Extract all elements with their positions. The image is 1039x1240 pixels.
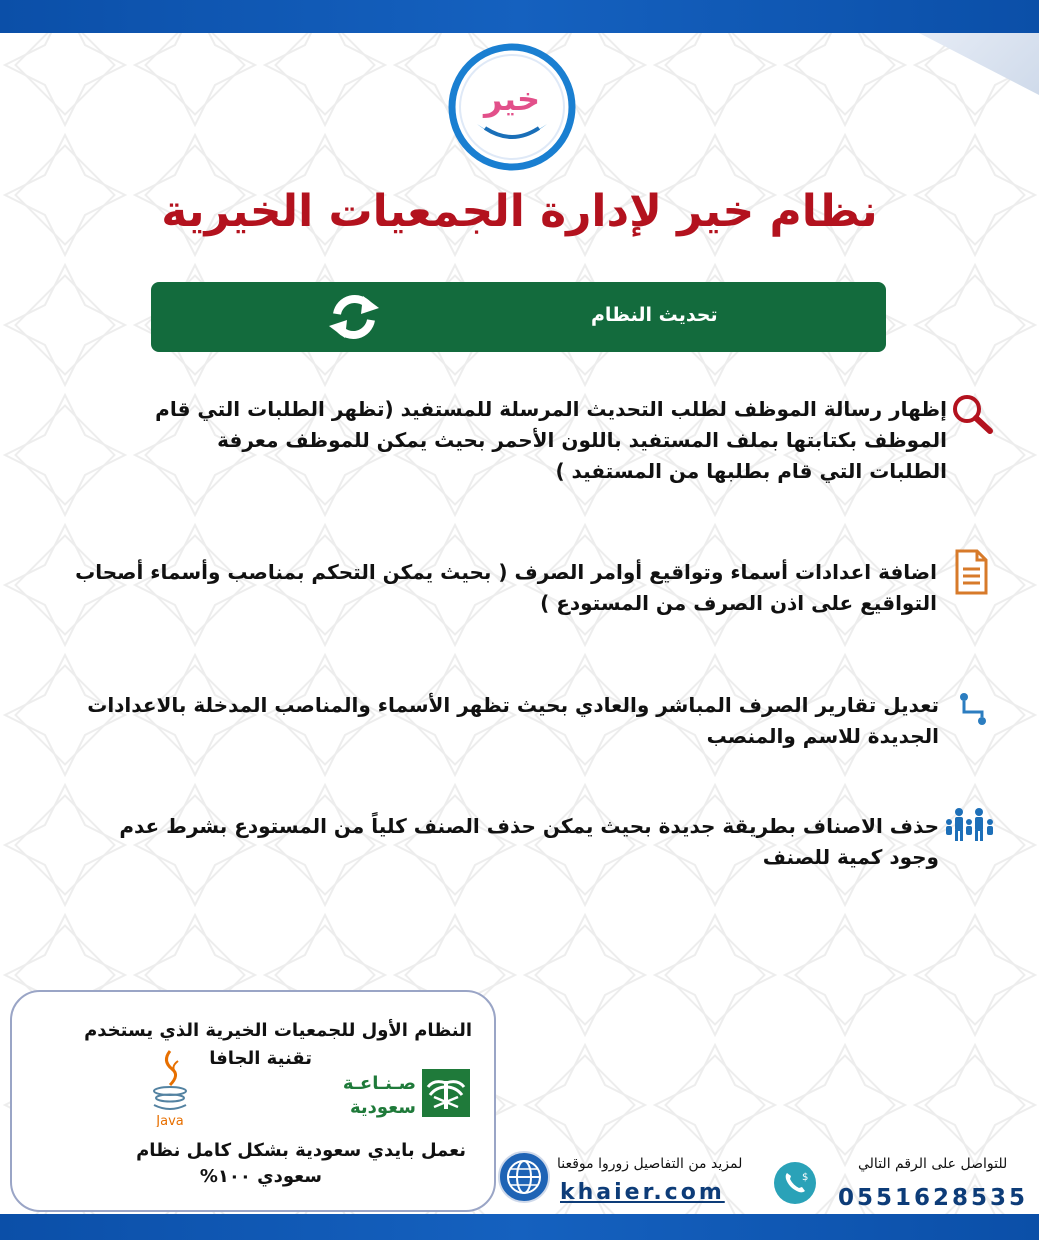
promo-line-2: تقنية الجافا — [209, 1048, 312, 1069]
feature-1-text — [47, 394, 947, 487]
feature-2-line-1: اضافة اعدادات أسماء وتواقيع أوامر الصرف ( بحيث يمكن التحكم بمناصب وأسماء أصحاب — [75, 560, 937, 584]
feature-1-line-1: إظهار رسالة الموظف لطلب التحديث المرسلة للمستفيد (تظهر الطلبات التي قام — [155, 397, 947, 421]
refresh-icon — [319, 292, 389, 342]
feature-4-line-2: وجود كمية للصنف — [762, 845, 939, 869]
java-label: Java — [156, 1114, 184, 1127]
svg-text:$: $ — [802, 1172, 809, 1183]
feature-3-line-2: الجديدة للاسم والمنصب — [706, 724, 939, 748]
feature-4-line-1: حذف الاصناف بطريقة جديدة بحيث يمكن حذف الصنف كلياً من المستودع بشرط عدم — [119, 814, 939, 838]
website-link[interactable]: khaier.com — [560, 1180, 725, 1205]
website-label: لمزيد من التفاصيل زوروا موقعنا — [557, 1156, 743, 1172]
saudi-made-line-1: صـنـاعـة — [342, 1073, 416, 1094]
feature-4-text — [39, 811, 939, 873]
java-logo — [140, 1047, 200, 1127]
update-banner-label: تحديث النظام — [591, 304, 718, 326]
phone-icon — [772, 1160, 818, 1206]
flow-icon — [955, 690, 991, 728]
feature-3-line-1: تعديل تقارير الصرف المباشر والعادي بحيث تظهر الأسماء والمناصب المدخلة بالاعدادات — [87, 693, 939, 717]
globe-icon — [497, 1150, 551, 1204]
family-icon — [945, 806, 995, 842]
feature-1-line-3: الطلبات التي قام بطلبها من المستفيد ) — [555, 459, 947, 483]
page-title: نظام خير لإدارة الجمعيات الخيرية — [161, 186, 878, 237]
search-icon — [950, 393, 994, 435]
document-icon — [953, 549, 989, 595]
feature-2-line-2: التواقيع على اذن الصرف من المستودع ) — [540, 591, 937, 615]
feature-1-line-2: الموظف بكتابتها بملف المستفيد باللون الأحمر بحيث يمكن للموظف معرفة — [217, 428, 947, 452]
logo-text: خير — [483, 80, 541, 118]
phone-label: للتواصل على الرقم التالي — [858, 1156, 1008, 1172]
top-header-bar — [0, 0, 1039, 33]
phone-number[interactable]: 0551628535 — [838, 1185, 1029, 1211]
promo-line-1: النظام الأول للجمعيات الخيرية الذي يستخدم — [84, 1020, 472, 1041]
feature-3-text — [9, 690, 939, 752]
khair-logo — [447, 42, 577, 172]
promo-box — [10, 990, 496, 1212]
saudi-made-line-2: سعودية — [349, 1097, 416, 1118]
promo-line-4: سعودي ١٠٠% — [199, 1166, 322, 1187]
saudi-made-logo — [330, 1067, 472, 1119]
update-banner — [151, 282, 886, 352]
promo-line-3: نعمل بايدي سعودية بشكل كامل نظام — [136, 1140, 466, 1161]
feature-2-text — [7, 557, 937, 619]
bottom-footer-bar — [0, 1214, 1039, 1240]
